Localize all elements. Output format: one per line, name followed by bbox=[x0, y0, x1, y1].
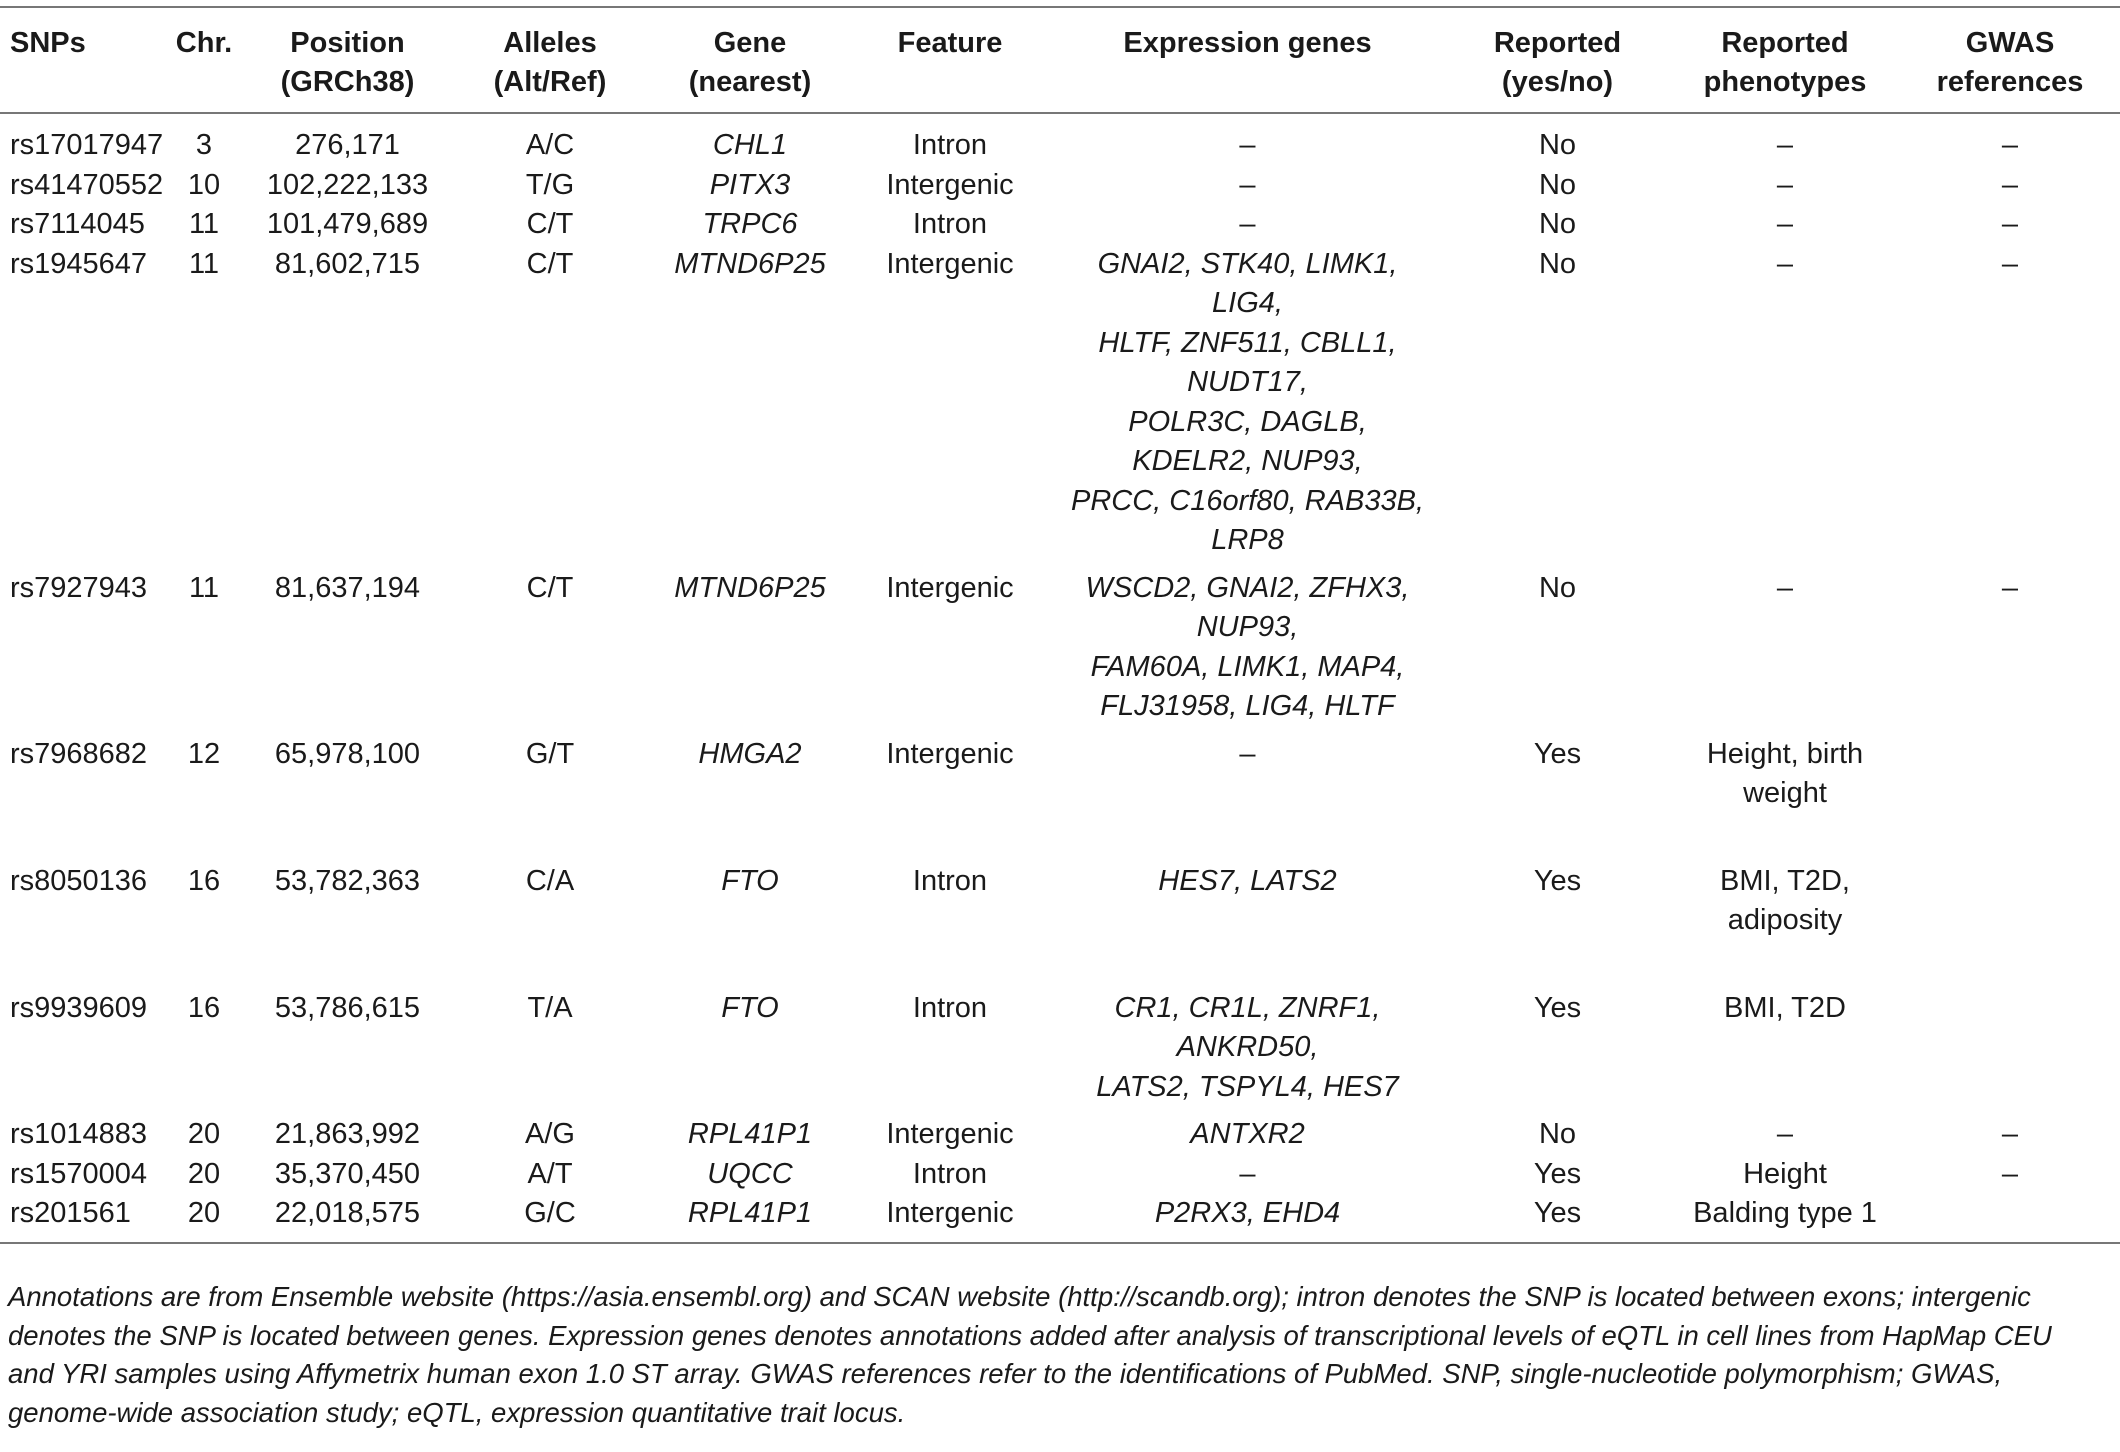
header-line: Reported bbox=[1493, 27, 1622, 59]
reported-phenotypes-line: BMI, T2D bbox=[1724, 991, 1846, 1024]
feature: Intergenic bbox=[886, 1118, 1014, 1150]
chromosome: 12 bbox=[187, 737, 221, 770]
table-row bbox=[0, 989, 2120, 1116]
feature: Intron bbox=[912, 208, 988, 240]
expression-genes-line: GNAI2, STK40, LIMK1, bbox=[1097, 247, 1398, 280]
header-line: (nearest) bbox=[688, 66, 812, 98]
gwas-references bbox=[1900, 989, 2120, 1116]
header-line: (Alt/Ref) bbox=[493, 66, 607, 98]
nearest-gene: HMGA2 bbox=[698, 737, 802, 770]
reported-phenotypes bbox=[1670, 862, 1900, 989]
nearest-gene: MTND6P25 bbox=[674, 247, 826, 280]
position: 276,171 bbox=[295, 129, 400, 161]
header-line: Position bbox=[290, 27, 405, 59]
reported: Yes bbox=[1533, 1157, 1582, 1190]
expression-genes-line: – bbox=[1239, 129, 1256, 161]
header-alleles bbox=[450, 7, 650, 113]
gwas-references: – bbox=[2001, 1157, 2019, 1190]
header-line: Expression genes bbox=[1123, 27, 1372, 59]
header-position bbox=[245, 7, 450, 113]
snp-id: rs7114045 bbox=[10, 208, 145, 240]
expression-genes-line: FLJ31958, LIG4, HLTF bbox=[1100, 690, 1395, 722]
reported-phenotypes bbox=[1670, 1194, 1900, 1243]
alleles: C/A bbox=[525, 864, 575, 897]
header-line: (GRCh38) bbox=[280, 66, 415, 98]
position: 101,479,689 bbox=[266, 208, 429, 240]
snp-id: rs1014883 bbox=[10, 1118, 148, 1150]
chromosome: 11 bbox=[188, 247, 220, 280]
chromosome: 20 bbox=[187, 1197, 221, 1229]
reported-phenotypes bbox=[1670, 1155, 1900, 1195]
header-gene bbox=[650, 7, 850, 113]
table-row bbox=[0, 862, 2120, 989]
chromosome: 11 bbox=[188, 571, 220, 604]
nearest-gene: CHL1 bbox=[712, 129, 788, 161]
alleles: A/T bbox=[527, 1157, 573, 1190]
reported-phenotypes-line: weight bbox=[1743, 777, 1827, 809]
snp-id: rs201561 bbox=[10, 1197, 131, 1229]
reported: No bbox=[1538, 1118, 1577, 1150]
snp-id: rs7927943 bbox=[10, 571, 148, 604]
expression-genes-line: ANTXR2 bbox=[1190, 1118, 1305, 1150]
table-row bbox=[0, 1115, 2120, 1155]
reported-phenotypes-line: Balding type 1 bbox=[1693, 1197, 1877, 1229]
table-header bbox=[0, 7, 2120, 113]
reported: Yes bbox=[1533, 991, 1582, 1024]
reported: No bbox=[1538, 208, 1577, 240]
expression-genes bbox=[1050, 735, 1445, 862]
table-row bbox=[0, 569, 2120, 735]
expression-genes bbox=[1050, 205, 1445, 245]
expression-genes-line: ANKRD50, bbox=[1176, 1031, 1319, 1063]
table-row bbox=[0, 113, 2120, 166]
reported: Yes bbox=[1533, 1197, 1582, 1229]
table-row bbox=[0, 166, 2120, 206]
chromosome: 11 bbox=[188, 208, 220, 240]
expression-genes bbox=[1050, 1194, 1445, 1243]
expression-genes-line: KDELR2, NUP93, bbox=[1132, 445, 1363, 477]
reported-phenotypes bbox=[1670, 989, 1900, 1116]
chromosome: 20 bbox=[187, 1118, 221, 1150]
position: 102,222,133 bbox=[266, 168, 429, 201]
nearest-gene: TRPC6 bbox=[702, 208, 798, 240]
expression-genes-line: WSCD2, GNAI2, ZFHX3, bbox=[1085, 571, 1410, 604]
expression-genes bbox=[1050, 989, 1445, 1116]
expression-genes-line: NUDT17, bbox=[1187, 366, 1308, 398]
nearest-gene: MTND6P25 bbox=[674, 571, 826, 604]
nearest-gene: RPL41P1 bbox=[687, 1197, 813, 1229]
reported-phenotypes-line: – bbox=[1776, 571, 1794, 604]
expression-genes bbox=[1050, 862, 1445, 989]
reported-phenotypes bbox=[1670, 113, 1900, 166]
reported-phenotypes bbox=[1670, 205, 1900, 245]
position: 65,978,100 bbox=[274, 737, 421, 770]
gwas-references bbox=[1900, 1194, 2120, 1243]
position: 81,602,715 bbox=[274, 247, 421, 280]
nearest-gene: FTO bbox=[721, 864, 779, 897]
gwas-references: – bbox=[2001, 1118, 2019, 1150]
alleles: C/T bbox=[526, 208, 574, 240]
reported: No bbox=[1538, 571, 1577, 604]
feature: Intergenic bbox=[886, 168, 1014, 201]
expression-genes-line: CR1, CR1L, ZNRF1, bbox=[1114, 991, 1381, 1024]
feature: Intergenic bbox=[886, 247, 1014, 280]
reported-phenotypes bbox=[1670, 569, 1900, 735]
header-line: Reported bbox=[1721, 27, 1849, 59]
header-feature bbox=[850, 7, 1050, 113]
reported-phenotypes-line: – bbox=[1776, 247, 1794, 280]
position: 35,370,450 bbox=[274, 1157, 421, 1190]
expression-genes-line: P2RX3, EHD4 bbox=[1154, 1197, 1341, 1229]
expression-genes bbox=[1050, 569, 1445, 735]
alleles: A/G bbox=[525, 1118, 575, 1150]
expression-genes bbox=[1050, 113, 1445, 166]
gwas-references: – bbox=[2001, 208, 2019, 240]
header-line: Gene bbox=[713, 27, 787, 59]
reported-phenotypes-line: – bbox=[1776, 1118, 1794, 1150]
expression-genes-line: LRP8 bbox=[1211, 524, 1284, 556]
expression-genes-line: – bbox=[1239, 737, 1256, 770]
gwas-references: – bbox=[2001, 247, 2019, 280]
gwas-references: – bbox=[2001, 571, 2019, 604]
chromosome: 16 bbox=[187, 991, 221, 1024]
table-row bbox=[0, 205, 2120, 245]
reported-phenotypes-line: adiposity bbox=[1727, 904, 1843, 936]
snp-id: rs9939609 bbox=[10, 991, 148, 1024]
expression-genes-line: LIG4, bbox=[1212, 287, 1283, 319]
alleles: T/G bbox=[525, 168, 575, 201]
nearest-gene: RPL41P1 bbox=[687, 1118, 813, 1150]
feature: Intron bbox=[912, 864, 988, 897]
expression-genes bbox=[1050, 166, 1445, 206]
header-line: Alleles bbox=[503, 27, 597, 59]
reported-phenotypes bbox=[1670, 166, 1900, 206]
chromosome: 16 bbox=[187, 864, 221, 897]
header-line: Chr. bbox=[175, 27, 233, 59]
header-line: references bbox=[1936, 66, 2084, 98]
header-snps bbox=[0, 7, 163, 113]
reported-phenotypes bbox=[1670, 1115, 1900, 1155]
chromosome: 20 bbox=[187, 1157, 221, 1190]
header-row bbox=[0, 7, 2120, 113]
nearest-gene: PITX3 bbox=[709, 168, 791, 201]
header-line: (yes/no) bbox=[1501, 66, 1614, 98]
reported-phenotypes-line: Height, birth bbox=[1706, 737, 1864, 770]
reported-phenotypes-line: – bbox=[1776, 208, 1794, 240]
chromosome: 3 bbox=[195, 129, 213, 161]
snp-id: rs7968682 bbox=[10, 737, 148, 770]
snp-id: rs41470552 bbox=[10, 168, 164, 201]
snp-id: rs1570004 bbox=[10, 1157, 148, 1190]
gwas-references bbox=[1900, 735, 2120, 862]
position: 22,018,575 bbox=[274, 1197, 421, 1229]
gwas-references: – bbox=[2001, 168, 2019, 201]
reported: Yes bbox=[1533, 737, 1582, 770]
expression-genes-line: – bbox=[1239, 1157, 1256, 1190]
alleles: G/C bbox=[524, 1197, 576, 1229]
header-gwas-references bbox=[1900, 7, 2120, 113]
table-row bbox=[0, 1155, 2120, 1195]
reported: Yes bbox=[1533, 864, 1582, 897]
reported-phenotypes-line: Height bbox=[1743, 1157, 1827, 1190]
gwas-references bbox=[1900, 862, 2120, 989]
header-line: GWAS bbox=[1965, 27, 2055, 59]
expression-genes-line: HLTF, ZNF511, CBLL1, bbox=[1098, 326, 1397, 359]
alleles: C/T bbox=[526, 571, 574, 604]
header-chr bbox=[163, 7, 245, 113]
table-footnote: Annotations are from Ensemble website (https://asia.ensembl.org) and SCAN website (http://scandb.org); intron denotes the SNP is located between exons; intergenic denotes the SNP is located between genes. Expression genes denotes annotations added after analysis of transcriptional levels of eQTL in cell lines from HapMap CEU and YRI samples using Affymetrix human exon 1.0 ST array. GWAS references refer to the identifications of PubMed. SNP, single-nucleotide polymorphism; GWAS, genome-wide association study; eQTL, expression quantitative trait locus. bbox=[8, 1281, 2052, 1428]
reported-phenotypes-line: – bbox=[1776, 168, 1794, 201]
snp-id: rs8050136 bbox=[10, 864, 148, 897]
expression-genes-line: LATS2, TSPYL4, HES7 bbox=[1096, 1070, 1399, 1103]
expression-genes-line: NUP93, bbox=[1196, 611, 1299, 643]
table-row bbox=[0, 245, 2120, 569]
gwas-references: – bbox=[2001, 129, 2019, 161]
feature: Intergenic bbox=[886, 737, 1014, 770]
snp-id: rs17017947 bbox=[10, 129, 164, 161]
feature: Intergenic bbox=[886, 571, 1014, 604]
expression-genes-line: – bbox=[1239, 168, 1256, 201]
header-line: SNPs bbox=[10, 27, 86, 59]
reported-phenotypes bbox=[1670, 245, 1900, 569]
reported-phenotypes bbox=[1670, 735, 1900, 862]
expression-genes bbox=[1050, 1115, 1445, 1155]
header-expression-genes bbox=[1050, 7, 1445, 113]
reported: No bbox=[1538, 168, 1577, 201]
feature: Intergenic bbox=[886, 1197, 1014, 1229]
reported: No bbox=[1538, 247, 1577, 280]
reported-phenotypes-line: BMI, T2D, bbox=[1720, 864, 1850, 897]
alleles: G/T bbox=[525, 737, 575, 770]
header-reported-phenotypes bbox=[1670, 7, 1900, 113]
position: 53,782,363 bbox=[274, 864, 421, 897]
expression-genes-line: FAM60A, LIMK1, MAP4, bbox=[1090, 650, 1405, 683]
expression-genes bbox=[1050, 245, 1445, 569]
snp-id: rs1945647 bbox=[10, 247, 148, 280]
position: 53,786,615 bbox=[274, 991, 421, 1024]
expression-genes-line: – bbox=[1239, 208, 1256, 240]
header-line: Feature bbox=[897, 27, 1003, 59]
expression-genes-line: PRCC, C16orf80, RAB33B, bbox=[1071, 484, 1424, 517]
alleles: T/A bbox=[527, 991, 573, 1024]
header-reported bbox=[1445, 7, 1670, 113]
nearest-gene: FTO bbox=[721, 991, 779, 1024]
table-row bbox=[0, 735, 2120, 862]
alleles: C/T bbox=[526, 247, 574, 280]
expression-genes-line: HES7, LATS2 bbox=[1158, 864, 1337, 897]
feature: Intron bbox=[912, 1157, 988, 1190]
table-row bbox=[0, 1194, 2120, 1243]
alleles: A/C bbox=[525, 129, 575, 161]
header-line: phenotypes bbox=[1703, 66, 1867, 98]
nearest-gene: UQCC bbox=[707, 1157, 793, 1190]
position: 21,863,992 bbox=[274, 1118, 421, 1150]
position: 81,637,194 bbox=[274, 571, 421, 604]
feature: Intron bbox=[912, 991, 988, 1024]
chromosome: 10 bbox=[187, 168, 221, 201]
expression-genes-line: POLR3C, DAGLB, bbox=[1128, 405, 1367, 438]
reported-phenotypes-line: – bbox=[1776, 129, 1794, 161]
feature: Intron bbox=[912, 129, 988, 161]
reported: No bbox=[1538, 129, 1577, 161]
snp-table bbox=[0, 6, 2120, 1244]
expression-genes bbox=[1050, 1155, 1445, 1195]
table-body bbox=[0, 113, 2120, 1243]
